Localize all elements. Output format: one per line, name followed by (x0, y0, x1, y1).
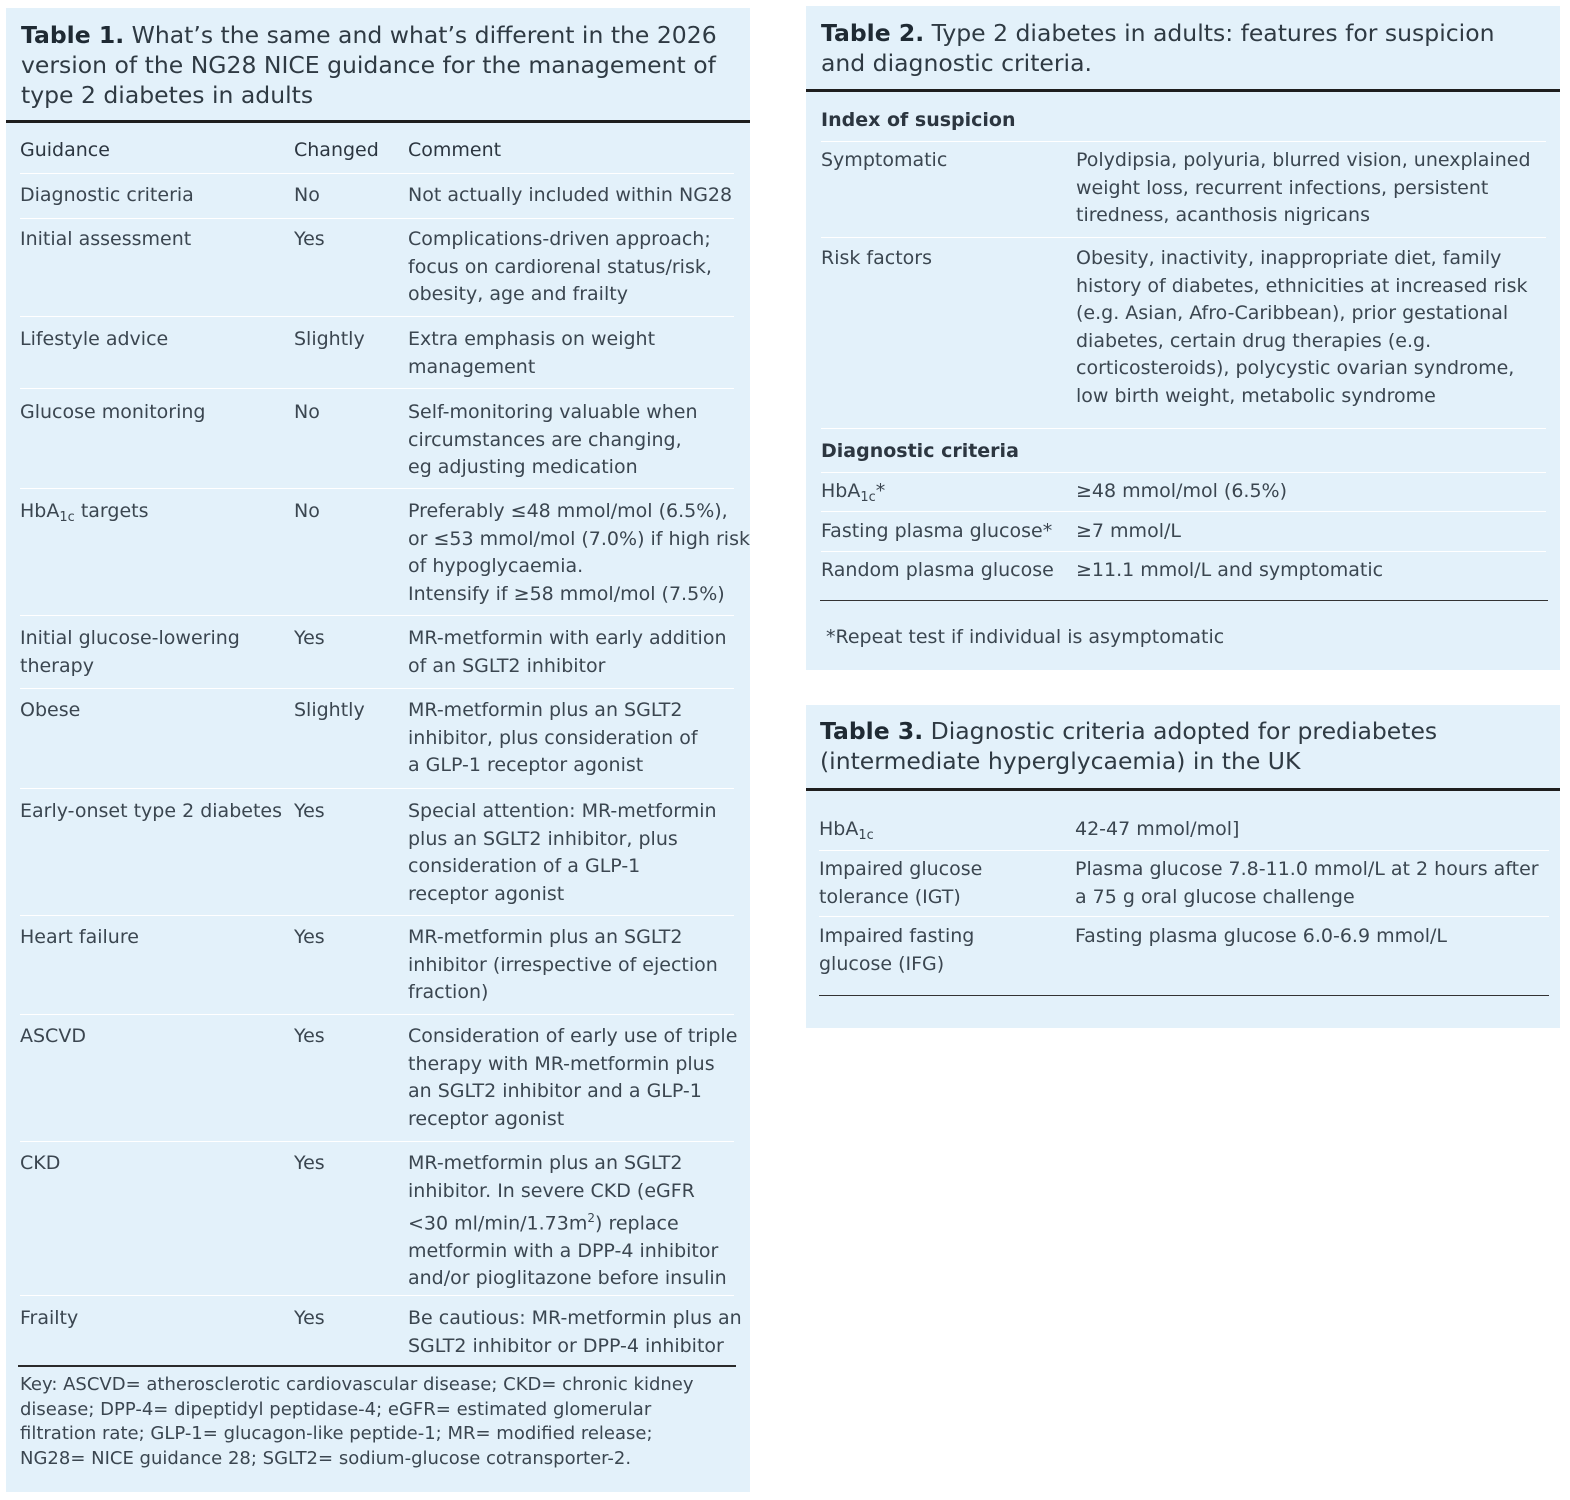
changed-cell: Yes (294, 1307, 325, 1329)
guidance-cell: ASCVD (20, 1025, 86, 1047)
table-3-bottom-rule (819, 995, 1549, 996)
guidance-cell: Lifestyle advice (20, 328, 169, 350)
row-divider (819, 850, 1549, 851)
superscript-2: 2 (587, 1211, 596, 1225)
row-divider (20, 388, 734, 389)
row-divider (20, 316, 734, 317)
changed-cell: No (294, 500, 320, 522)
row-divider (20, 1295, 734, 1296)
table-3-caption-text: Diagnostic criteria adopted for prediabetes (intermediate hyperglycaemia) in the UK (820, 717, 1438, 775)
risk-factors-text: Obesity, inactivity, inappropriate diet, family history of diabetes, ethnicities at increased risk (e.g. Asian, Afro-Caribbean), prior gestational diabetes, certain drug therapies (e.g. corticosteroids), polycystic ovarian syndrome, low birth weight, metabolic syndrome (1076, 247, 1528, 407)
symptomatic-text: Polydipsia, polyuria, blurred vision, unexplained weight loss, recurrent infections, persistent tiredness, acanthosis nigricans (1076, 149, 1531, 226)
changed-cell: Yes (294, 1152, 325, 1174)
row-divider (20, 1014, 734, 1015)
guidance-cell: Initial glucose-lowering therapy (20, 627, 240, 677)
row-divider (819, 916, 1549, 917)
ifg-value: Fasting plasma glucose 6.0-6.9 mmol/L (1075, 925, 1447, 947)
table-2 (806, 6, 1560, 670)
header-comment: Comment (408, 139, 502, 161)
comment-cell: Be cautious: MR-metformin plus an SGLT2 inhibitor or DPP-4 inhibitor (408, 1307, 742, 1357)
changed-cell: Slightly (294, 328, 365, 350)
row-divider (20, 788, 734, 789)
table-2-caption (821, 18, 1546, 78)
changed-cell: No (294, 401, 320, 423)
comment-cell (408, 498, 750, 608)
row-divider (20, 615, 734, 616)
row-divider (821, 428, 1546, 429)
table-1-top-rule (6, 120, 750, 123)
table-1-caption-text: What’s the same and what’s different in the 2026 version of the NG28 NICE guidance for the management of type 2 diabetes in adults (21, 21, 717, 109)
hba1c-value: ≥48 mmol/mol (6.5%) (1076, 480, 1288, 502)
table-3-top-rule (806, 788, 1560, 791)
hba-text: HbA (20, 500, 60, 522)
rpg-value: ≥11.1 mmol/L and symptomatic (1076, 559, 1384, 581)
row-divider (20, 488, 734, 489)
changed-cell: Yes (294, 800, 325, 822)
symptomatic-label: Symptomatic (821, 149, 948, 171)
comment-cell: Self-monitoring valuable when circumstances are changing, eg adjusting medication (408, 401, 698, 478)
table-2-caption-text: Type 2 diabetes in adults: features for suspicion and diagnostic criteria. (821, 19, 1495, 77)
comment-line: of hypoglycaemia. (408, 555, 584, 577)
ckd-comment-start: MR-metformin plus an SGLT2 inhibitor. In severe CKD (eGFR <30 ml/min/1.73m (408, 1152, 695, 1235)
comment-cell: Complications-driven approach; focus on cardiorenal status/risk, obesity, age and frailty (408, 228, 712, 305)
comment-cell: Special attention: MR-metformin plus an SGLT2 inhibitor, plus consideration of a GLP-1 receptor agonist (408, 800, 717, 905)
hba-suffix: targets (74, 500, 149, 522)
header-changed: Changed (294, 139, 379, 161)
changed-cell: Yes (294, 1025, 325, 1047)
changed-cell: Slightly (294, 699, 365, 721)
header-guidance: Guidance (20, 139, 110, 161)
changed-cell: Yes (294, 627, 325, 649)
ifg-label: Impaired fasting glucose (IFG) (819, 925, 975, 975)
hba1c-label (821, 478, 885, 508)
row-divider (821, 141, 1546, 142)
row-divider (821, 511, 1546, 512)
hba-text: HbA (819, 818, 859, 840)
table-2-bottom-rule (820, 600, 1548, 601)
section-diagnostic-criteria: Diagnostic criteria (821, 440, 1019, 462)
comment-cell (408, 1150, 728, 1293)
comment-line: Intensify if ≥58 mmol/mol (7.5%) (408, 582, 725, 605)
table-1 (6, 8, 750, 1492)
guidance-cell (20, 498, 290, 528)
table-3 (806, 705, 1560, 1028)
comment-cell: MR-metformin with early addition of an SGLT2 inhibitor (408, 627, 727, 677)
section-index-of-suspicion: Index of suspicion (821, 109, 1016, 131)
table-1-key: Key: ASCVD= atherosclerotic cardiovascular disease; CKD= chronic kidney disease; DPP-4= dipeptidyl peptidase-4; eGFR= estimated glomerular filtration rate; GLP-1= glucagon-like peptide-1; MR= modified release; NG28= NICE guidance 28; SGLT2= sodium-glucose cotransporter-2. (20, 1374, 694, 1469)
igt-label: Impaired glucose tolerance (IGT) (819, 858, 983, 908)
comment-cell: Extra emphasis on weight management (408, 328, 656, 378)
comment-line: or ≤53 mmol/mol (7.0%) if high risk (408, 527, 750, 550)
row-divider (821, 472, 1546, 473)
row-divider (20, 1141, 734, 1142)
hba-subscript: 1c (860, 490, 876, 505)
comment-line: Preferably ≤48 mmol/mol (6.5%), (408, 500, 728, 522)
table-1-label: Table 1. (21, 21, 125, 49)
guidance-cell: Heart failure (20, 926, 139, 948)
row-divider (20, 915, 734, 916)
hba-subscript: 1c (858, 828, 874, 843)
ckd-comment-end: ) replace metformin with a DPP-4 inhibitor and/or pioglitazone before insulin (408, 1212, 727, 1290)
guidance-cell: Frailty (20, 1307, 79, 1329)
changed-cell: Yes (294, 228, 325, 250)
hba-text: HbA (821, 480, 861, 502)
row-divider (20, 173, 734, 174)
rpg-label: Random plasma glucose (821, 559, 1054, 581)
igt-value: Plasma glucose 7.8-11.0 mmol/L at 2 hours after a 75 g oral glucose challenge (1075, 858, 1539, 908)
table-3-caption (820, 716, 1500, 776)
changed-cell: Yes (294, 926, 325, 948)
guidance-cell: Early-onset type 2 diabetes (20, 800, 282, 822)
table-2-top-rule (806, 89, 1560, 92)
comment-cell: Consideration of early use of triple therapy with MR-metformin plus an SGLT2 inhibitor and a GLP-1 receptor agonist (408, 1025, 738, 1130)
hba1c-label (819, 816, 874, 846)
table-1-caption (21, 20, 721, 110)
guidance-cell: Initial assessment (20, 228, 192, 250)
table-2-footnote: *Repeat test if individual is asymptomatic (826, 626, 1225, 648)
fpg-value: ≥7 mmol/L (1076, 520, 1181, 542)
hba1c-value: 42-47 mmol/mol] (1075, 818, 1240, 840)
guidance-cell: Glucose monitoring (20, 401, 206, 423)
fpg-label: Fasting plasma glucose* (821, 520, 1053, 542)
row-divider (20, 688, 734, 689)
row-divider (20, 218, 734, 219)
table-1-bottom-rule (18, 1365, 736, 1367)
guidance-cell: Obese (20, 699, 81, 721)
table-2-label: Table 2. (821, 19, 925, 47)
guidance-cell: CKD (20, 1152, 61, 1174)
row-divider (821, 237, 1546, 238)
row-divider (821, 551, 1546, 552)
guidance-cell: Diagnostic criteria (20, 184, 194, 206)
risk-factors-label: Risk factors (821, 247, 932, 269)
hba-asterisk: * (875, 480, 886, 502)
comment-cell: MR-metformin plus an SGLT2 inhibitor, plus consideration of a GLP-1 receptor agonist (408, 699, 698, 776)
comment-cell: MR-metformin plus an SGLT2 inhibitor (irrespective of ejection fraction) (408, 926, 718, 1003)
comment-cell: Not actually included within NG28 (408, 184, 733, 206)
hba-subscript: 1c (59, 510, 75, 525)
changed-cell: No (294, 184, 320, 206)
table-3-label: Table 3. (820, 717, 924, 745)
